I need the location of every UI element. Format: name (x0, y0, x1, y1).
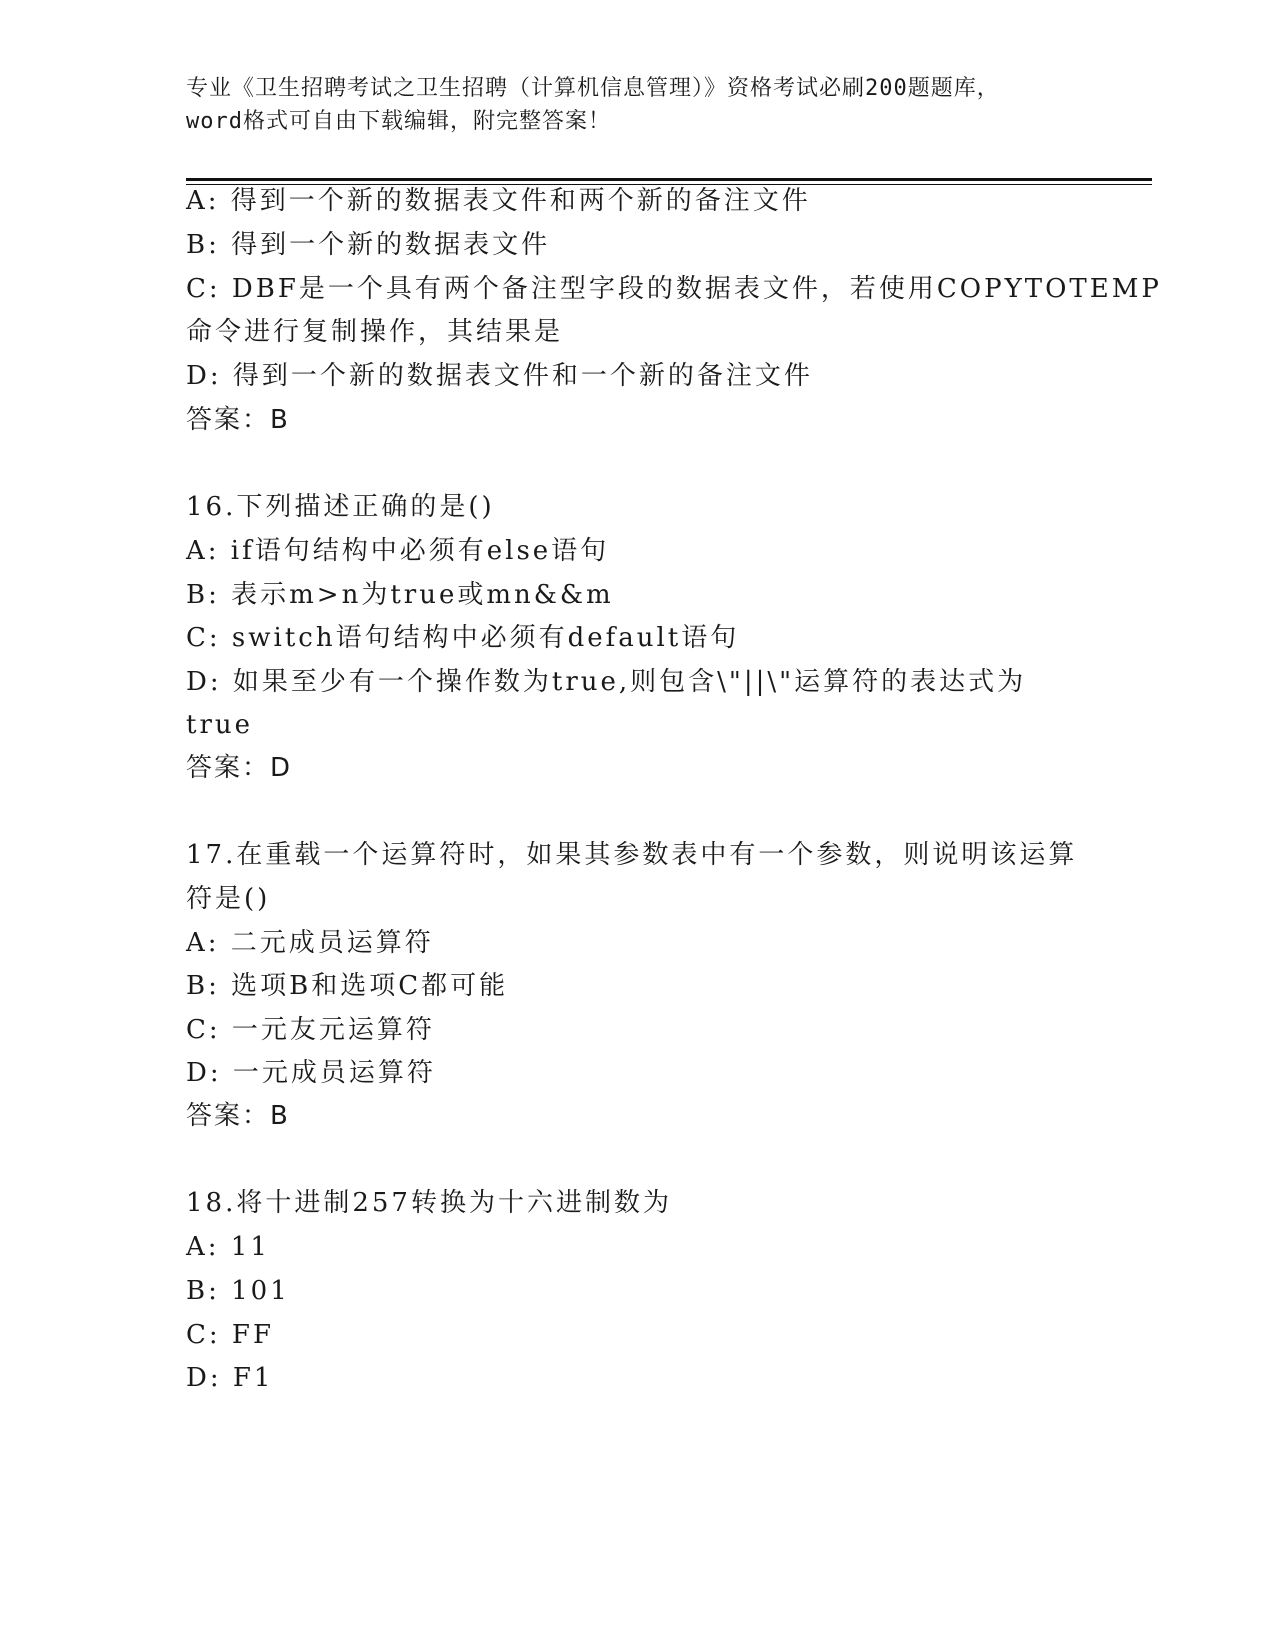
q18-option-c: C: FF (186, 1320, 274, 1350)
q17-answer: 答案：B (186, 1101, 290, 1131)
q18-option-a: A: 11 (186, 1232, 270, 1262)
q16-option-d: D: 如果至少有一个操作数为true,则包含\"||\"运算符的表达式为 (186, 667, 1027, 697)
header-line-2: word格式可自由下载编辑，附完整答案！ (186, 109, 611, 134)
q15-option-c: C: DBF是一个具有两个备注型字段的数据表文件，若使用COPYTOTEMP (186, 274, 1162, 304)
q16-answer: 答案：D (186, 753, 293, 783)
q16-option-d-cont: true (186, 710, 254, 740)
q17-question-cont: 符是() (186, 884, 271, 914)
header-line-1: 专业《卫生招聘考试之卫生招聘（计算机信息管理）》资格考试必刷200题题库， (186, 76, 1000, 101)
q15-option-c-cont: 命令进行复制操作，其结果是 (186, 317, 564, 347)
q17-question: 17.在重载一个运算符时，如果其参数表中有一个参数，则说明该运算 (186, 840, 1078, 870)
q16-option-b: B: 表示m>n为true或mn&&m (186, 580, 614, 610)
q15-option-a: A: 得到一个新的数据表文件和两个新的备注文件 (186, 186, 811, 216)
q15-answer: 答案：B (186, 405, 290, 435)
q18-question: 18.将十进制257转换为十六进制数为 (186, 1188, 672, 1218)
document-header (186, 72, 1086, 138)
q18-option-d: D: F1 (186, 1363, 274, 1393)
q17-option-b: B: 选项B和选项C都可能 (186, 971, 509, 1001)
header-divider-thick (186, 178, 1152, 181)
q17-option-c: C: 一元友元运算符 (186, 1015, 435, 1045)
q15-option-d: D: 得到一个新的数据表文件和一个新的备注文件 (186, 361, 813, 391)
q17-option-a: A: 二元成员运算符 (186, 928, 434, 958)
q18-option-b: B: 101 (186, 1276, 290, 1306)
q16-option-a: A: if语句结构中必须有else语句 (186, 536, 610, 566)
q16-question: 16.下列描述正确的是() (186, 492, 495, 522)
q17-option-d: D: 一元成员运算符 (186, 1058, 436, 1088)
q16-option-c: C: switch语句结构中必须有default语句 (186, 623, 740, 653)
q15-option-b: B: 得到一个新的数据表文件 (186, 230, 551, 260)
